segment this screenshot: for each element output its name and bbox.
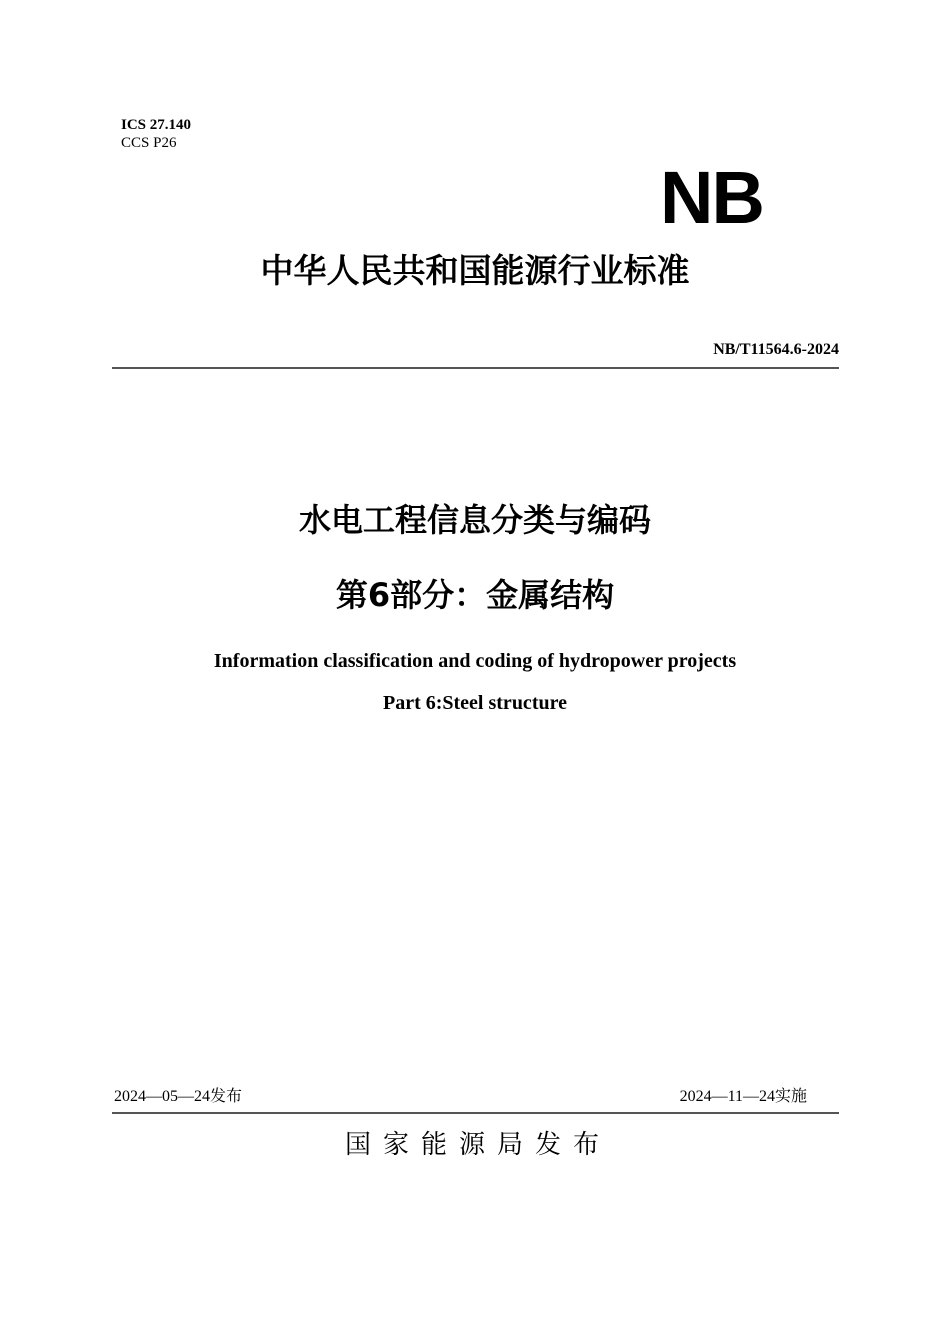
title-chinese-part: 第6部分：金属结构 bbox=[335, 576, 615, 614]
title-chinese-main: 水电工程信息分类与编码 bbox=[298, 501, 651, 539]
issue-date: 2024—05—24发布 bbox=[114, 1088, 243, 1105]
ccs-code: CCS P26 bbox=[121, 135, 177, 151]
bottom-divider bbox=[112, 1112, 839, 1114]
nb-logo: NB bbox=[660, 156, 763, 239]
top-divider bbox=[112, 367, 839, 369]
ics-code: ICS 27.140 bbox=[121, 117, 192, 133]
issuer: 国家能源局发布 bbox=[344, 1130, 611, 1159]
implementation-date: 2024—11—24实施 bbox=[679, 1088, 807, 1105]
standard-number: NB/T11564.6-2024 bbox=[713, 341, 839, 358]
standard-organization: 中华人民共和国能源行业标准 bbox=[260, 251, 690, 290]
title-english-main: Information classification and coding of hydropower projects bbox=[213, 650, 737, 672]
title-english-part: Part 6:Steel structure bbox=[382, 692, 567, 714]
